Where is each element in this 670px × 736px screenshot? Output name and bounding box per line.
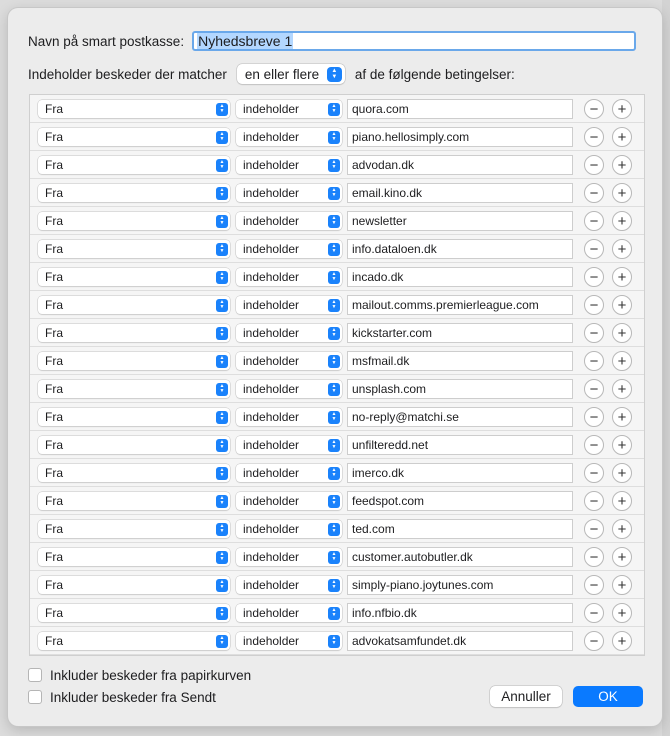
minus-icon: −: [589, 520, 599, 538]
condition-operator-popup[interactable]: [236, 268, 342, 286]
chevron-updown-icon: ▲ ▼: [328, 635, 340, 648]
include-trash-label: Inkluder beskeder fra papirkurven: [50, 667, 252, 683]
condition-field-value: Fra: [45, 354, 63, 368]
condition-value-input[interactable]: advodan.dk: [347, 155, 573, 175]
remove-condition-button[interactable]: [584, 239, 604, 259]
condition-row: [30, 95, 644, 123]
condition-value-input[interactable]: email.kino.dk: [347, 183, 573, 203]
condition-operator-value: indeholder: [243, 242, 300, 256]
chevron-updown-icon: ▲ ▼: [328, 131, 340, 144]
condition-field-value: Fra: [45, 214, 63, 228]
plus-icon: +: [617, 464, 627, 482]
condition-row: [30, 487, 644, 515]
condition-field-popup[interactable]: [38, 380, 230, 398]
condition-field-popup[interactable]: [38, 548, 230, 566]
chevron-updown-icon: ▲ ▼: [328, 271, 340, 284]
plus-icon: +: [617, 352, 627, 370]
condition-operator-value: indeholder: [243, 186, 300, 200]
remove-condition-button[interactable]: [584, 99, 604, 119]
chevron-updown-icon: ▲ ▼: [216, 523, 228, 536]
plus-icon: +: [617, 548, 627, 566]
chevron-updown-icon: ▲ ▼: [328, 327, 340, 340]
minus-icon: −: [589, 212, 599, 230]
plus-icon: +: [617, 268, 627, 286]
chevron-updown-icon: ▲ ▼: [328, 467, 340, 480]
condition-row: [30, 123, 644, 151]
condition-row: [30, 459, 644, 487]
condition-row: [30, 291, 644, 319]
condition-field-popup[interactable]: [38, 492, 230, 510]
condition-field-value: Fra: [45, 158, 63, 172]
condition-field-popup[interactable]: [38, 604, 230, 622]
condition-operator-popup[interactable]: [236, 100, 342, 118]
chevron-updown-icon: ▲ ▼: [328, 523, 340, 536]
add-condition-button[interactable]: [612, 519, 632, 539]
plus-icon: +: [617, 296, 627, 314]
condition-operator-value: indeholder: [243, 606, 300, 620]
condition-operator-value: indeholder: [243, 354, 300, 368]
add-condition-button[interactable]: [612, 435, 632, 455]
condition-operator-value: indeholder: [243, 270, 300, 284]
minus-icon: −: [589, 324, 599, 342]
plus-icon: +: [617, 100, 627, 118]
condition-value-input[interactable]: no-reply@matchi.se: [347, 407, 573, 427]
condition-value-input[interactable]: mailout.comms.premierleague.com: [347, 295, 573, 315]
condition-field-value: Fra: [45, 494, 63, 508]
condition-field-value: Fra: [45, 522, 63, 536]
condition-operator-popup[interactable]: [236, 324, 342, 342]
add-condition-button[interactable]: [612, 267, 632, 287]
include-sent-checkbox[interactable]: [28, 690, 42, 704]
chevron-updown-icon: ▲ ▼: [216, 495, 228, 508]
remove-condition-button[interactable]: [584, 183, 604, 203]
condition-list: [29, 94, 645, 656]
plus-icon: +: [617, 128, 627, 146]
condition-operator-value: indeholder: [243, 578, 300, 592]
condition-field-value: Fra: [45, 466, 63, 480]
chevron-updown-icon: ▲ ▼: [328, 187, 340, 200]
condition-operator-popup[interactable]: [236, 436, 342, 454]
chevron-updown-icon: ▲ ▼: [216, 467, 228, 480]
minus-icon: −: [589, 296, 599, 314]
minus-icon: −: [589, 128, 599, 146]
condition-operator-value: indeholder: [243, 494, 300, 508]
condition-operator-popup[interactable]: [236, 548, 342, 566]
condition-value-input[interactable]: kickstarter.com: [347, 323, 573, 343]
minus-icon: −: [589, 632, 599, 650]
plus-icon: +: [617, 436, 627, 454]
condition-field-value: Fra: [45, 550, 63, 564]
chevron-updown-icon: ▲ ▼: [216, 383, 228, 396]
chevron-updown-icon: ▲ ▼: [216, 187, 228, 200]
minus-icon: −: [589, 240, 599, 258]
condition-row: [30, 431, 644, 459]
add-condition-button[interactable]: [612, 575, 632, 595]
add-condition-button[interactable]: [612, 603, 632, 623]
mailbox-name-value: Nyhedsbreve 1: [198, 33, 293, 49]
add-condition-button[interactable]: [612, 239, 632, 259]
minus-icon: −: [589, 100, 599, 118]
condition-operator-popup[interactable]: [236, 492, 342, 510]
match-suffix-label: af de følgende betingelser:: [354, 66, 515, 82]
condition-field-value: Fra: [45, 186, 63, 200]
minus-icon: −: [589, 576, 599, 594]
condition-value-input[interactable]: info.dataloen.dk: [347, 239, 573, 259]
remove-condition-button[interactable]: [584, 407, 604, 427]
plus-icon: +: [617, 604, 627, 622]
condition-value-input[interactable]: feedspot.com: [347, 491, 573, 511]
window-backdrop: [662, 0, 670, 736]
add-condition-button[interactable]: [612, 351, 632, 371]
remove-condition-button[interactable]: [584, 435, 604, 455]
plus-icon: +: [617, 632, 627, 650]
condition-field-popup[interactable]: [38, 268, 230, 286]
condition-field-value: Fra: [45, 298, 63, 312]
condition-field-value: Fra: [45, 578, 63, 592]
minus-icon: −: [589, 268, 599, 286]
chevron-updown-icon: ▲ ▼: [216, 159, 228, 172]
chevron-updown-icon: ▲ ▼: [216, 131, 228, 144]
condition-row: [30, 207, 644, 235]
condition-field-value: Fra: [45, 410, 63, 424]
include-trash-option[interactable]: [28, 666, 251, 684]
condition-operator-popup[interactable]: [236, 632, 342, 650]
add-condition-button[interactable]: [612, 379, 632, 399]
ok-button[interactable]: OK: [573, 686, 643, 707]
condition-operator-value: indeholder: [243, 102, 300, 116]
condition-value-input[interactable]: advokatsamfundet.dk: [347, 631, 573, 651]
condition-value-input[interactable]: newsletter: [347, 211, 573, 231]
remove-condition-button[interactable]: [584, 379, 604, 399]
condition-value-input[interactable]: unfilteredd.net: [347, 435, 573, 455]
chevron-updown-icon: ▲ ▼: [328, 607, 340, 620]
match-mode-popup[interactable]: [237, 64, 345, 84]
add-condition-button[interactable]: [612, 463, 632, 483]
condition-operator-value: indeholder: [243, 466, 300, 480]
remove-condition-button[interactable]: [584, 323, 604, 343]
minus-icon: −: [589, 548, 599, 566]
condition-operator-value: indeholder: [243, 158, 300, 172]
minus-icon: −: [589, 352, 599, 370]
chevron-updown-icon: ▲ ▼: [216, 243, 228, 256]
condition-value-input[interactable]: customer.autobutler.dk: [347, 547, 573, 567]
chevron-updown-icon: ▲ ▼: [328, 215, 340, 228]
add-condition-button[interactable]: [612, 295, 632, 315]
mailbox-name-label: Navn på smart postkasse:: [28, 33, 185, 49]
condition-field-value: Fra: [45, 382, 63, 396]
remove-condition-button[interactable]: [584, 351, 604, 371]
chevron-updown-icon: ▲ ▼: [216, 439, 228, 452]
add-condition-button[interactable]: [612, 155, 632, 175]
chevron-updown-icon: ▲ ▼: [216, 635, 228, 648]
condition-value-input[interactable]: imerco.dk: [347, 463, 573, 483]
chevron-updown-icon: ▲ ▼: [216, 579, 228, 592]
mailbox-name-input[interactable]: [192, 31, 636, 51]
condition-row: [30, 599, 644, 627]
match-row: [28, 62, 515, 86]
minus-icon: −: [589, 464, 599, 482]
add-condition-button[interactable]: [612, 183, 632, 203]
chevron-updown-icon: ▲ ▼: [328, 243, 340, 256]
condition-value-input[interactable]: info.nfbio.dk: [347, 603, 573, 623]
remove-condition-button[interactable]: [584, 127, 604, 147]
condition-operator-popup[interactable]: [236, 380, 342, 398]
minus-icon: −: [589, 380, 599, 398]
add-condition-button[interactable]: [612, 547, 632, 567]
condition-field-popup[interactable]: [38, 576, 230, 594]
chevron-updown-icon: ▲ ▼: [328, 159, 340, 172]
condition-field-value: Fra: [45, 606, 63, 620]
condition-field-popup[interactable]: [38, 156, 230, 174]
minus-icon: −: [589, 436, 599, 454]
condition-row: [30, 571, 644, 599]
condition-value-input[interactable]: unsplash.com: [347, 379, 573, 399]
condition-field-value: Fra: [45, 130, 63, 144]
plus-icon: +: [617, 408, 627, 426]
condition-row: [30, 543, 644, 571]
condition-value-input[interactable]: quora.com: [347, 99, 573, 119]
condition-field-popup[interactable]: [38, 296, 230, 314]
condition-row: [30, 375, 644, 403]
minus-icon: −: [589, 492, 599, 510]
condition-row: [30, 627, 644, 655]
condition-field-value: Fra: [45, 438, 63, 452]
plus-icon: +: [617, 324, 627, 342]
add-condition-button[interactable]: [612, 211, 632, 231]
condition-operator-popup[interactable]: [236, 128, 342, 146]
add-condition-button[interactable]: [612, 407, 632, 427]
condition-field-value: Fra: [45, 102, 63, 116]
chevron-updown-icon: ▲ ▼: [328, 103, 340, 116]
condition-field-popup[interactable]: [38, 240, 230, 258]
condition-operator-popup[interactable]: [236, 296, 342, 314]
remove-condition-button[interactable]: [584, 491, 604, 511]
chevron-updown-icon: ▲ ▼: [216, 551, 228, 564]
include-sent-label: Inkluder beskeder fra Sendt: [50, 689, 216, 705]
condition-field-value: Fra: [45, 326, 63, 340]
chevron-updown-icon: ▲ ▼: [328, 383, 340, 396]
plus-icon: +: [617, 240, 627, 258]
condition-field-popup[interactable]: [38, 632, 230, 650]
condition-field-value: Fra: [45, 242, 63, 256]
condition-operator-popup[interactable]: [236, 240, 342, 258]
condition-field-popup[interactable]: [38, 184, 230, 202]
remove-condition-button[interactable]: [584, 211, 604, 231]
include-sent-option[interactable]: [28, 688, 216, 706]
condition-row: [30, 347, 644, 375]
chevron-updown-icon: ▲ ▼: [328, 551, 340, 564]
condition-value-input[interactable]: simply-piano.joytunes.com: [347, 575, 573, 595]
plus-icon: +: [617, 380, 627, 398]
condition-operator-popup[interactable]: [236, 604, 342, 622]
condition-field-popup[interactable]: [38, 352, 230, 370]
chevron-updown-icon: ▲ ▼: [328, 299, 340, 312]
chevron-updown-icon: ▲ ▼: [328, 411, 340, 424]
condition-operator-value: indeholder: [243, 438, 300, 452]
remove-condition-button[interactable]: [584, 463, 604, 483]
include-trash-checkbox[interactable]: [28, 668, 42, 682]
add-condition-button[interactable]: [612, 631, 632, 651]
condition-field-value: Fra: [45, 270, 63, 284]
condition-operator-popup[interactable]: [236, 212, 342, 230]
condition-field-popup[interactable]: [38, 212, 230, 230]
chevron-updown-icon: ▲ ▼: [216, 411, 228, 424]
match-prefix-label: Indeholder beskeder der matcher: [28, 66, 227, 82]
condition-operator-popup[interactable]: [236, 184, 342, 202]
add-condition-button[interactable]: [612, 99, 632, 119]
remove-condition-button[interactable]: [584, 547, 604, 567]
condition-field-popup[interactable]: [38, 408, 230, 426]
condition-row: [30, 151, 644, 179]
condition-operator-value: indeholder: [243, 130, 300, 144]
condition-operator-value: indeholder: [243, 634, 300, 648]
chevron-updown-icon: ▲ ▼: [216, 215, 228, 228]
condition-row: [30, 515, 644, 543]
condition-field-value: Fra: [45, 634, 63, 648]
condition-row: [30, 263, 644, 291]
match-mode-value: en eller flere: [244, 66, 320, 82]
remove-condition-button[interactable]: [584, 603, 604, 623]
chevron-updown-icon: ▲ ▼: [216, 103, 228, 116]
condition-operator-popup[interactable]: [236, 576, 342, 594]
condition-operator-value: indeholder: [243, 298, 300, 312]
plus-icon: +: [617, 492, 627, 510]
condition-operator-popup[interactable]: [236, 520, 342, 538]
chevron-updown-icon: ▲ ▼: [328, 579, 340, 592]
condition-operator-value: indeholder: [243, 550, 300, 564]
condition-value-input[interactable]: msfmail.dk: [347, 351, 573, 371]
plus-icon: +: [617, 184, 627, 202]
chevron-updown-icon: ▲ ▼: [216, 607, 228, 620]
condition-field-popup[interactable]: [38, 128, 230, 146]
plus-icon: +: [617, 576, 627, 594]
plus-icon: +: [617, 212, 627, 230]
chevron-updown-icon: ▲ ▼: [327, 67, 342, 82]
minus-icon: −: [589, 156, 599, 174]
condition-value-input[interactable]: ted.com: [347, 519, 573, 539]
minus-icon: −: [589, 184, 599, 202]
condition-field-popup[interactable]: [38, 324, 230, 342]
plus-icon: +: [617, 156, 627, 174]
remove-condition-button[interactable]: [584, 267, 604, 287]
chevron-updown-icon: ▲ ▼: [216, 271, 228, 284]
chevron-updown-icon: ▲ ▼: [216, 355, 228, 368]
minus-icon: −: [589, 604, 599, 622]
chevron-updown-icon: ▲ ▼: [216, 327, 228, 340]
condition-operator-value: indeholder: [243, 522, 300, 536]
remove-condition-button[interactable]: [584, 519, 604, 539]
condition-row: [30, 403, 644, 431]
condition-field-popup[interactable]: [38, 100, 230, 118]
condition-value-input[interactable]: piano.hellosimply.com: [347, 127, 573, 147]
condition-row: [30, 235, 644, 263]
condition-operator-popup[interactable]: [236, 156, 342, 174]
plus-icon: +: [617, 520, 627, 538]
condition-field-popup[interactable]: [38, 436, 230, 454]
add-condition-button[interactable]: [612, 491, 632, 511]
condition-operator-value: indeholder: [243, 214, 300, 228]
condition-operator-value: indeholder: [243, 410, 300, 424]
condition-operator-popup[interactable]: [236, 408, 342, 426]
smart-mailbox-dialog: [8, 8, 662, 726]
chevron-updown-icon: ▲ ▼: [216, 299, 228, 312]
chevron-updown-icon: ▲ ▼: [328, 495, 340, 508]
chevron-updown-icon: ▲ ▼: [328, 355, 340, 368]
condition-value-input[interactable]: incado.dk: [347, 267, 573, 287]
condition-field-popup[interactable]: [38, 520, 230, 538]
add-condition-button[interactable]: [612, 323, 632, 343]
condition-row: [30, 179, 644, 207]
condition-operator-popup[interactable]: [236, 464, 342, 482]
condition-operator-value: indeholder: [243, 326, 300, 340]
cancel-button[interactable]: Annuller: [490, 686, 562, 707]
remove-condition-button[interactable]: [584, 155, 604, 175]
remove-condition-button[interactable]: [584, 295, 604, 315]
mailbox-name-row: [28, 30, 636, 52]
minus-icon: −: [589, 408, 599, 426]
condition-operator-popup[interactable]: [236, 352, 342, 370]
add-condition-button[interactable]: [612, 127, 632, 147]
condition-operator-value: indeholder: [243, 382, 300, 396]
chevron-updown-icon: ▲ ▼: [328, 439, 340, 452]
remove-condition-button[interactable]: [584, 631, 604, 651]
condition-row: [30, 319, 644, 347]
remove-condition-button[interactable]: [584, 575, 604, 595]
condition-field-popup[interactable]: [38, 464, 230, 482]
